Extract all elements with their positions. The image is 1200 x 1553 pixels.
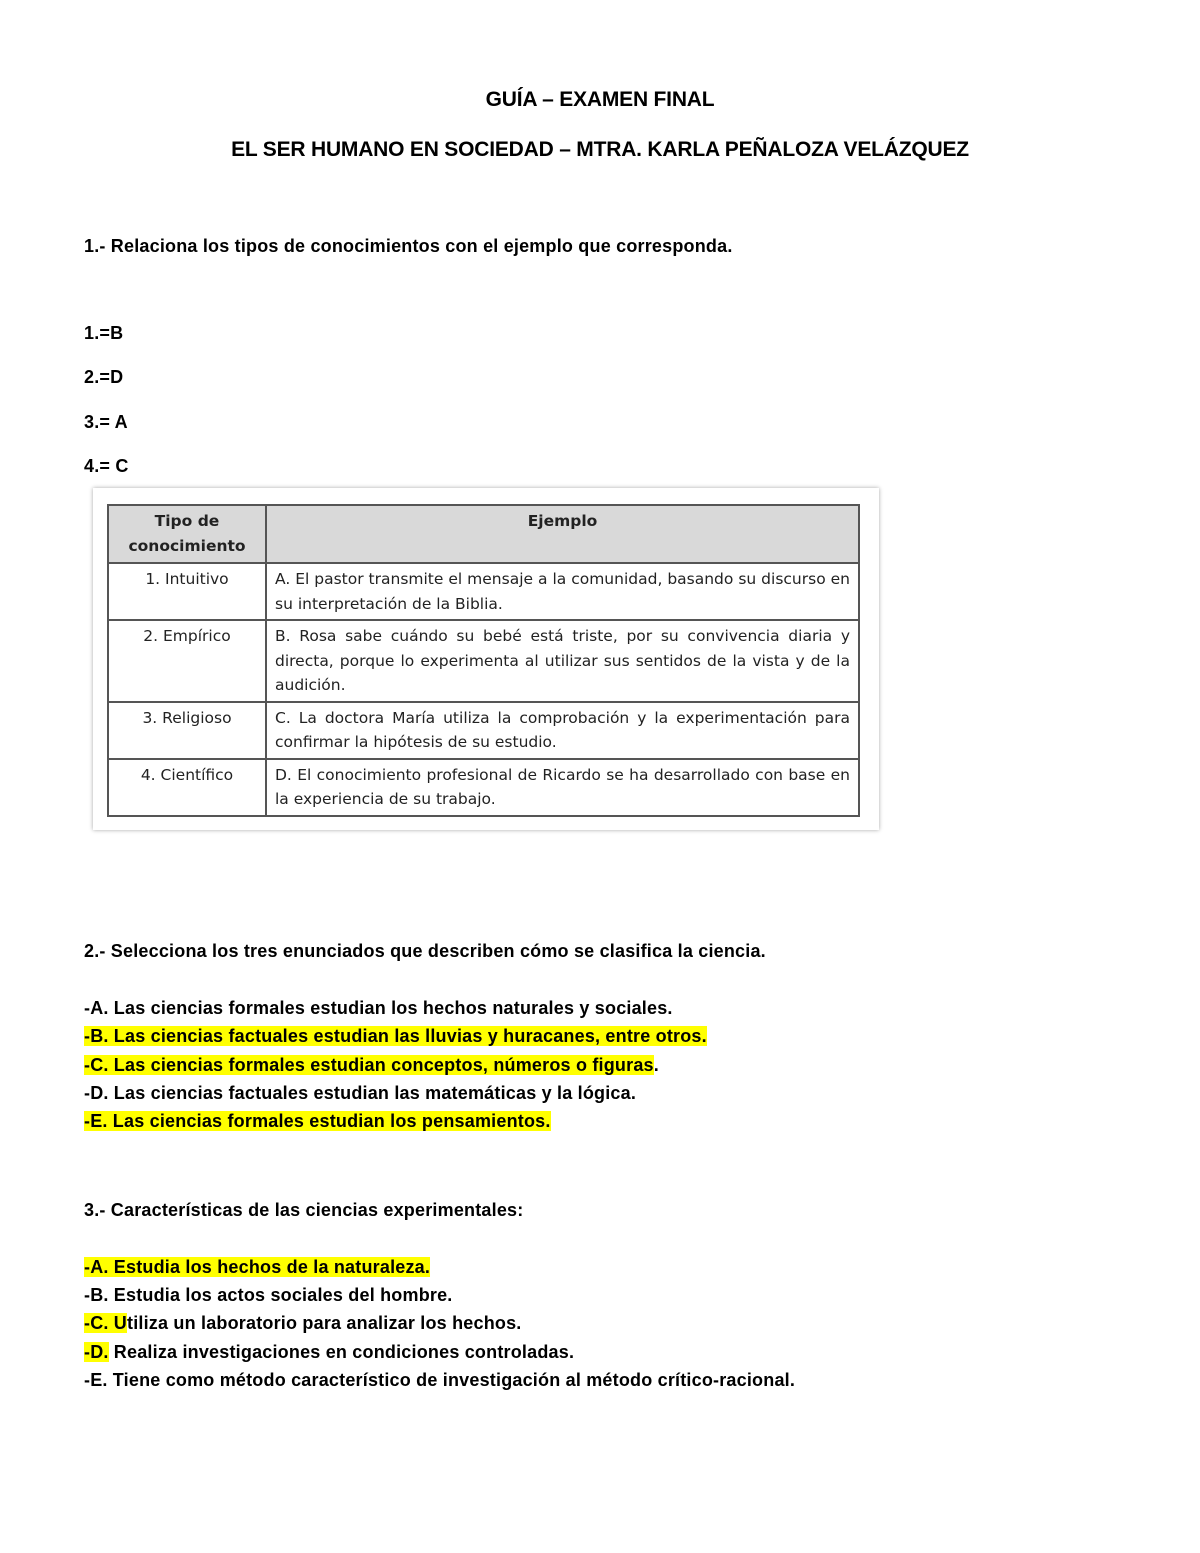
table-row [108,620,859,702]
ejemplo-cell: B. Rosa sabe cuándo su bebé está triste, por su convivencia diaria y directa, porque lo experimenta al utilizar sus sentidos de la vista y de la audición. [266,620,859,702]
q3-option-a [84,1257,430,1278]
q2-option-c [84,1055,659,1076]
option-text: -D. Las ciencias factuales estudian las matemáticas y la lógica. [84,1083,637,1103]
option-text: -B. Estudia los actos sociales del hombre. [84,1285,453,1305]
document-title: GUÍA – EXAMEN FINAL [485,88,715,111]
tipo-cell: 3. Religioso [108,702,266,759]
tipo-cell: 2. Empírico [108,620,266,702]
option-text: -A. Las ciencias formales estudian los hechos naturales y sociales. [84,998,673,1018]
answer-2: 2.=D [84,367,124,387]
q3-option-e [84,1370,795,1391]
option-text-highlighted: -C. Las ciencias formales estudian conceptos, números o figuras [84,1055,654,1075]
knowledge-table-image [93,488,879,830]
ejemplo-cell: D. El conocimiento profesional de Ricardo se ha desarrollado con base en la experiencia de su trabajo. [266,759,859,816]
header-tipo: Tipo de conocimiento [108,505,266,563]
option-text-highlighted: -B. Las ciencias factuales estudian las lluvias y huracanes, entre otros. [84,1026,707,1046]
ejemplo-cell: A. El pastor transmite el mensaje a la comunidad, basando su discurso en su interpretación de la Biblia. [266,563,859,620]
q2-option-e [84,1111,551,1132]
table-row [108,702,859,759]
q3-option-b [84,1285,453,1306]
ejemplo-cell: C. La doctora María utiliza la comprobación y la experimentación para confirmar la hipótesis de su estudio. [266,702,859,759]
option-suffix: . [653,1055,659,1075]
option-text-highlighted: -D. [84,1342,109,1362]
table-row [108,759,859,816]
answer-3: 3.= A [84,412,128,432]
question-3-prompt: 3.- Características de las ciencias experimentales: [84,1200,524,1220]
option-text-highlighted: -C. U [84,1313,127,1333]
document-subtitle: EL SER HUMANO EN SOCIEDAD – MTRA. KARLA PEÑALOZA VELÁZQUEZ [231,138,969,161]
knowledge-table [107,504,860,817]
answer-1: 1.=B [84,323,124,343]
table-header-row [108,505,859,563]
header-ejemplo: Ejemplo [266,505,859,563]
q2-option-a [84,998,673,1019]
table-row [108,563,859,620]
answer-4: 4.= C [84,456,129,476]
q3-option-c [84,1313,522,1334]
option-text-highlighted: -A. Estudia los hechos de la naturaleza. [84,1257,431,1277]
tipo-cell: 1. Intuitivo [108,563,266,620]
tipo-cell: 4. Científico [108,759,266,816]
question-1-prompt: 1.- Relaciona los tipos de conocimientos con el ejemplo que corresponda. [84,236,733,256]
option-text: -E. Tiene como método característico de investigación al método crítico-racional. [84,1370,796,1390]
option-text: Realiza investigaciones en condiciones controladas. [108,1342,575,1362]
q2-option-d [84,1083,636,1104]
option-text-highlighted: -E. Las ciencias formales estudian los pensamientos. [84,1111,551,1131]
question-2-prompt: 2.- Selecciona los tres enunciados que describen cómo se clasifica la ciencia. [84,941,766,961]
option-text: tiliza un laboratorio para analizar los hechos. [127,1313,522,1333]
q2-option-b [84,1026,707,1047]
q3-option-d [84,1342,574,1363]
